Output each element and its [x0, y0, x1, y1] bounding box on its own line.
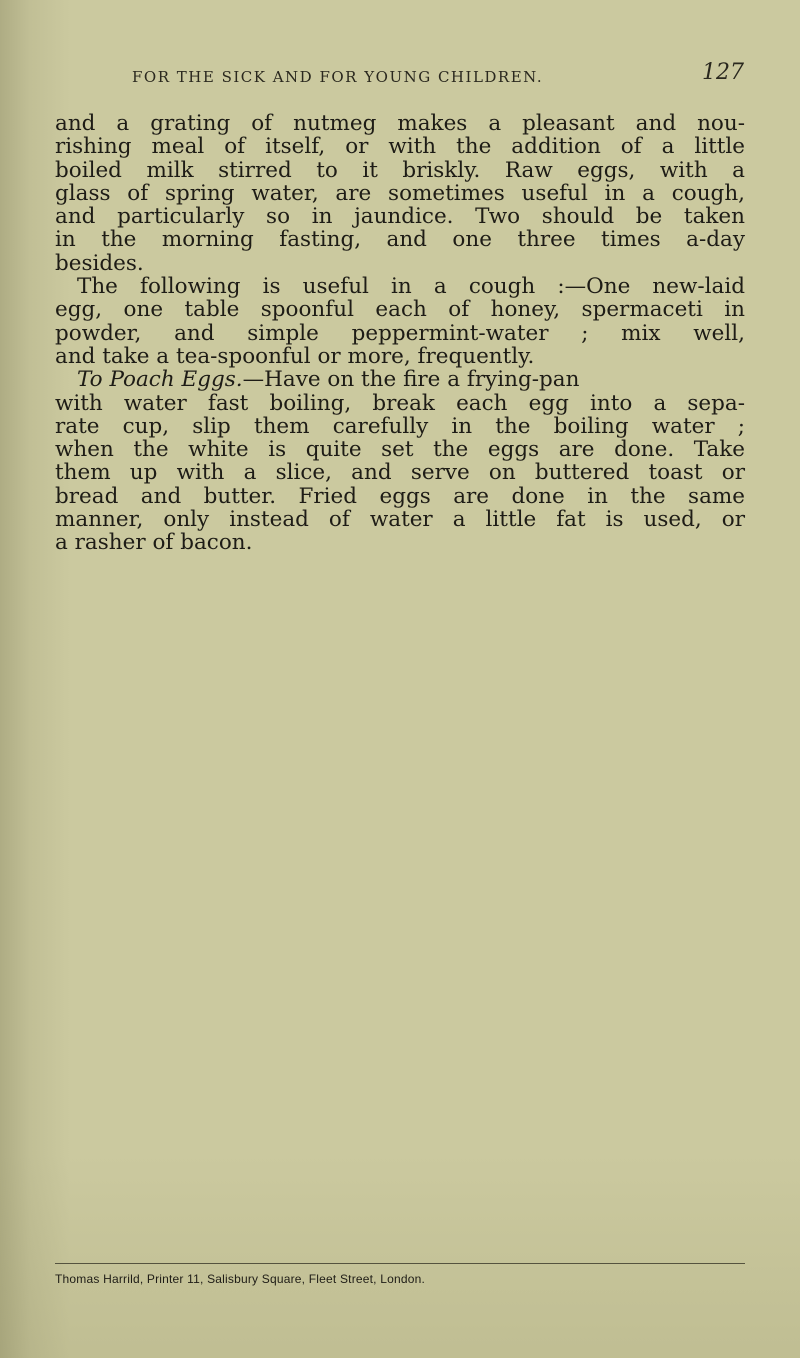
text-line: bread and butter. Fried eggs are done in the same [55, 483, 745, 509]
text-line: egg, one table spoonful each of honey, spermaceti in [55, 297, 745, 323]
text-line-with-heading [55, 368, 745, 391]
poach-eggs-heading: To Poach Eggs. [77, 367, 243, 393]
text-line: powder, and simple peppermint-water ; mix well, [55, 320, 745, 346]
page-number: 127 [702, 60, 744, 85]
text-line: a rasher of bacon. [55, 530, 253, 556]
text-line: and a grating of nutmeg makes a pleasant and nou- [55, 111, 745, 136]
running-head [132, 60, 744, 90]
text-line: manner, only instead of water a little fat is used, or [55, 507, 745, 533]
text-line: in the morning fasting, and one three times a-day [55, 227, 745, 253]
text-line: rate cup, slip them carefully in the boiling water ; [55, 413, 745, 439]
text-line: and particularly so in jaundice. Two should be taken [55, 204, 745, 230]
printer-imprint: Thomas Harrild, Printer 11, Salisbury Square, Fleet Street, London. [55, 1263, 745, 1286]
running-head-title: FOR THE SICK AND FOR YOUNG CHILDREN. [132, 68, 544, 86]
text-line: with water fast boiling, break each egg into a sepa- [55, 390, 745, 416]
text-line: and take a tea-spoonful or more, frequently. [55, 343, 535, 369]
text-line: glass of spring water, are sometimes useful in a cough, [55, 180, 745, 206]
text-line: them up with a slice, and serve on buttered toast or [55, 460, 745, 486]
text-line: rishing meal of itself, or with the addition of a little [55, 134, 745, 160]
text-line: besides. [55, 250, 144, 276]
text-line: when the white is quite set the eggs are done. Take [55, 437, 745, 463]
text-line: The following is useful in a cough :—One new-laid [77, 274, 745, 300]
body-text [55, 112, 745, 555]
text-line: boiled milk stirred to it briskly. Raw eggs, with a [55, 157, 745, 183]
text-line: —Have on the fire a frying-pan [242, 367, 580, 393]
